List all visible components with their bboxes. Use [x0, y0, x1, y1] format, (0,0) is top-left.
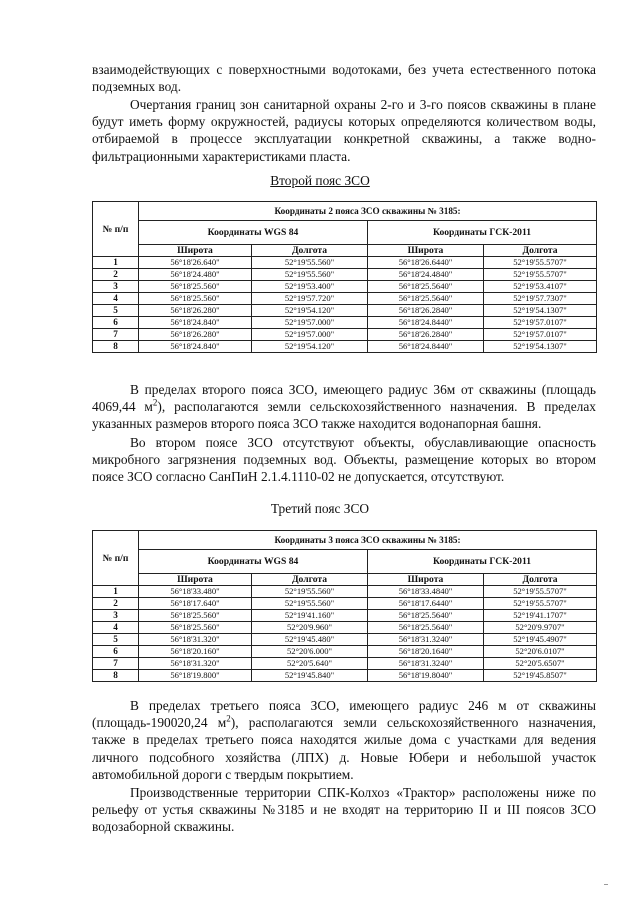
- cell-wgs-latitude: 56°18'24.840": [139, 317, 252, 329]
- scan-mark: [604, 884, 608, 885]
- row-number: 2: [93, 598, 139, 610]
- cell-gsk-latitude: 56°18'19.8040": [368, 670, 484, 682]
- cell-gsk-latitude: 56°18'24.8440": [368, 341, 484, 353]
- cell-gsk-longitude: 52°19'57.0107": [484, 329, 597, 341]
- cell-gsk-longitude: 52°19'57.0107": [484, 317, 597, 329]
- cell-wgs-latitude: 56°18'25.560": [139, 610, 252, 622]
- cell-wgs-longitude: 52°19'41.160": [252, 610, 368, 622]
- col-header-number: № п/п: [93, 531, 139, 586]
- heading-zone2: [0, 172, 640, 189]
- table-zone2-coordinates: [92, 201, 597, 353]
- row-number: 7: [93, 329, 139, 341]
- row-number: 8: [93, 670, 139, 682]
- paragraph-intro: взаимодействующих с поверхностными водотоками, без учета естественного потока подземных вод.: [92, 62, 596, 95]
- cell-wgs-longitude: 52°19'55.560": [252, 257, 368, 269]
- cell-gsk-longitude: 52°19'55.5707": [484, 586, 597, 598]
- cell-gsk-latitude: 56°18'24.4840": [368, 269, 484, 281]
- cell-wgs-longitude: 52°19'45.840": [252, 670, 368, 682]
- cell-wgs-latitude: 56°18'24.480": [139, 269, 252, 281]
- table-zone3-coordinates: [92, 530, 597, 682]
- cell-gsk-longitude: 52°19'45.8507": [484, 670, 597, 682]
- group-header-wgs84: Координаты WGS 84: [139, 221, 368, 245]
- cell-wgs-latitude: 56°18'26.640": [139, 257, 252, 269]
- cell-wgs-longitude: 52°19'57.000": [252, 329, 368, 341]
- row-number: 1: [93, 257, 139, 269]
- cell-gsk-longitude: 52°19'41.1707": [484, 610, 597, 622]
- cell-gsk-longitude: 52°19'55.5707": [484, 269, 597, 281]
- paragraph-production-territories: Производственные территории СПК-Колхоз «Трактор» расположены ниже по рельефу от устья скважины №3185 и не входят на территорию II и III поясов ЗСО водозаборной скважины.: [92, 785, 596, 835]
- row-number: 7: [93, 658, 139, 670]
- col-header-latitude: Широта: [139, 574, 252, 586]
- table-row: [93, 305, 597, 317]
- table-row: [93, 634, 597, 646]
- superscript: 2: [152, 397, 158, 408]
- cell-gsk-longitude: 52°19'53.4107": [484, 281, 597, 293]
- paragraph-zone2-text-a: В пределах второго пояса ЗСО, имеющего радиус 36м от скважины (площадь 4069,44 м: [92, 382, 596, 415]
- cell-gsk-longitude: 52°20'6.0107": [484, 646, 597, 658]
- row-number: 4: [93, 622, 139, 634]
- table-row: [93, 317, 597, 329]
- cell-gsk-longitude: 52°19'54.1307": [484, 341, 597, 353]
- table-row: [93, 598, 597, 610]
- cell-gsk-latitude: 56°18'26.2840": [368, 305, 484, 317]
- col-header-number: № п/п: [93, 202, 139, 257]
- group-header-gsk2011: Координаты ГСК-2011: [368, 550, 597, 574]
- cell-gsk-latitude: 56°18'25.5640": [368, 293, 484, 305]
- table-row: [93, 341, 597, 353]
- col-header-latitude: Широта: [139, 245, 252, 257]
- table-row: [93, 281, 597, 293]
- col-header-latitude: Широта: [368, 574, 484, 586]
- cell-wgs-latitude: 56°18'26.280": [139, 305, 252, 317]
- table-row: [93, 670, 597, 682]
- cell-gsk-longitude: 52°20'9.9707": [484, 622, 597, 634]
- table-row: [93, 610, 597, 622]
- cell-wgs-longitude: 52°20'5.640": [252, 658, 368, 670]
- cell-wgs-longitude: 52°19'57.000": [252, 317, 368, 329]
- cell-gsk-latitude: 56°18'31.3240": [368, 658, 484, 670]
- table-row: [93, 269, 597, 281]
- paragraph-zone3-text-a: В пределах третьего пояса ЗСО, имеющего радиус 246 м от скважины (площадь-190020,24 м: [92, 698, 596, 731]
- cell-gsk-longitude: 52°19'54.1307": [484, 305, 597, 317]
- cell-gsk-longitude: 52°20'5.6507": [484, 658, 597, 670]
- row-number: 3: [93, 610, 139, 622]
- table-row: [93, 257, 597, 269]
- cell-wgs-latitude: 56°18'31.320": [139, 634, 252, 646]
- cell-wgs-latitude: 56°18'25.560": [139, 281, 252, 293]
- row-number: 2: [93, 269, 139, 281]
- cell-wgs-latitude: 56°18'31.320": [139, 658, 252, 670]
- cell-wgs-latitude: 56°18'19.800": [139, 670, 252, 682]
- group-header-gsk2011: Координаты ГСК-2011: [368, 221, 597, 245]
- cell-gsk-latitude: 56°18'26.2840": [368, 329, 484, 341]
- cell-gsk-latitude: 56°18'25.5640": [368, 281, 484, 293]
- superscript: 2: [226, 713, 231, 724]
- cell-wgs-latitude: 56°18'24.840": [139, 341, 252, 353]
- col-header-longitude: Долгота: [484, 245, 597, 257]
- paragraph-zone2-objects: Во втором поясе ЗСО отсутствуют объекты, обуславливающие опасность микробного загрязнения подземных вод. Объекты, размещение которых во втором поясе ЗСО согласно СанПиН 2.1.4.1110-02 не допускается, отсутствуют.: [92, 435, 596, 485]
- cell-gsk-latitude: 56°18'17.6440": [368, 598, 484, 610]
- cell-gsk-longitude: 52°19'57.7307": [484, 293, 597, 305]
- cell-gsk-latitude: 56°18'26.6440": [368, 257, 484, 269]
- cell-wgs-latitude: 56°18'33.480": [139, 586, 252, 598]
- table-row: [93, 586, 597, 598]
- cell-wgs-latitude: 56°18'20.160": [139, 646, 252, 658]
- table-row: [93, 658, 597, 670]
- paragraph-zone3-text-b: ), располагаются земли сельскохозяйственного назначения, также в пределах третьего пояса находятся жилые дома с участками для ведения личного подсобного хозяйства (ЛПХ) д. Новые Юбери и небольшой участок автомобильной дороги с твердым покрытием.: [92, 715, 597, 782]
- table-row: [93, 329, 597, 341]
- heading-zone2-text: Второй пояс ЗСО: [270, 173, 370, 188]
- row-number: 6: [93, 317, 139, 329]
- cell-gsk-latitude: 56°18'24.8440": [368, 317, 484, 329]
- table-row: [93, 646, 597, 658]
- row-number: 5: [93, 305, 139, 317]
- cell-gsk-latitude: 56°18'25.5640": [368, 622, 484, 634]
- paragraph-zone3-radius: [92, 697, 596, 783]
- row-number: 4: [93, 293, 139, 305]
- cell-wgs-longitude: 52°20'6.000": [252, 646, 368, 658]
- col-header-longitude: Долгота: [252, 245, 368, 257]
- cell-wgs-latitude: 56°18'25.560": [139, 622, 252, 634]
- col-header-latitude: Широта: [368, 245, 484, 257]
- cell-wgs-latitude: 56°18'17.640": [139, 598, 252, 610]
- paragraph-zone-boundaries: Очертания границ зон санитарной охраны 2-го и 3-го поясов скважины в плане будут иметь форму окружностей, радиусы которых определяются количеством воды, отбираемой в процессе эксплуатации конкретной скважины, а также водно-фильтрационными характеристиками пласта.: [92, 97, 596, 164]
- row-number: 5: [93, 634, 139, 646]
- cell-wgs-longitude: 52°19'45.480": [252, 634, 368, 646]
- cell-wgs-latitude: 56°18'25.560": [139, 293, 252, 305]
- group-header-wgs84: Координаты WGS 84: [139, 550, 368, 574]
- cell-wgs-longitude: 52°19'54.120": [252, 341, 368, 353]
- cell-wgs-longitude: 52°19'57.720": [252, 293, 368, 305]
- cell-gsk-longitude: 52°19'55.5707": [484, 598, 597, 610]
- table-caption: Координаты 2 пояса ЗСО скважины № 3185:: [139, 202, 597, 221]
- cell-wgs-longitude: 52°19'53.400": [252, 281, 368, 293]
- heading-zone3: [0, 500, 640, 517]
- row-number: 1: [93, 586, 139, 598]
- cell-wgs-longitude: 52°19'55.560": [252, 598, 368, 610]
- col-header-longitude: Долгота: [484, 574, 597, 586]
- cell-gsk-latitude: 56°18'33.4840": [368, 586, 484, 598]
- paragraph-zone2-radius: [92, 381, 596, 433]
- heading-zone3-text: Третий пояс ЗСО: [270, 501, 370, 516]
- cell-wgs-longitude: 52°20'9.960": [252, 622, 368, 634]
- cell-gsk-latitude: 56°18'31.3240": [368, 634, 484, 646]
- cell-wgs-longitude: 52°19'55.560": [252, 269, 368, 281]
- row-number: 3: [93, 281, 139, 293]
- cell-gsk-latitude: 56°18'20.1640": [368, 646, 484, 658]
- table-row: [93, 622, 597, 634]
- row-number: 6: [93, 646, 139, 658]
- cell-wgs-longitude: 52°19'54.120": [252, 305, 368, 317]
- cell-gsk-latitude: 56°18'25.5640": [368, 610, 484, 622]
- cell-wgs-longitude: 52°19'55.560": [252, 586, 368, 598]
- cell-gsk-longitude: 52°19'55.5707": [484, 257, 597, 269]
- cell-wgs-latitude: 56°18'26.280": [139, 329, 252, 341]
- col-header-longitude: Долгота: [252, 574, 368, 586]
- row-number: 8: [93, 341, 139, 353]
- table-caption: Координаты 3 пояса ЗСО скважины № 3185:: [139, 531, 597, 550]
- table-row: [93, 293, 597, 305]
- cell-gsk-longitude: 52°19'45.4907": [484, 634, 597, 646]
- paragraph-zone2-text-b: ), располагаются земли сельскохозяйственного назначения. В пределах указанных размеров второго пояса ЗСО также находится водонапорная башня.: [92, 399, 596, 432]
